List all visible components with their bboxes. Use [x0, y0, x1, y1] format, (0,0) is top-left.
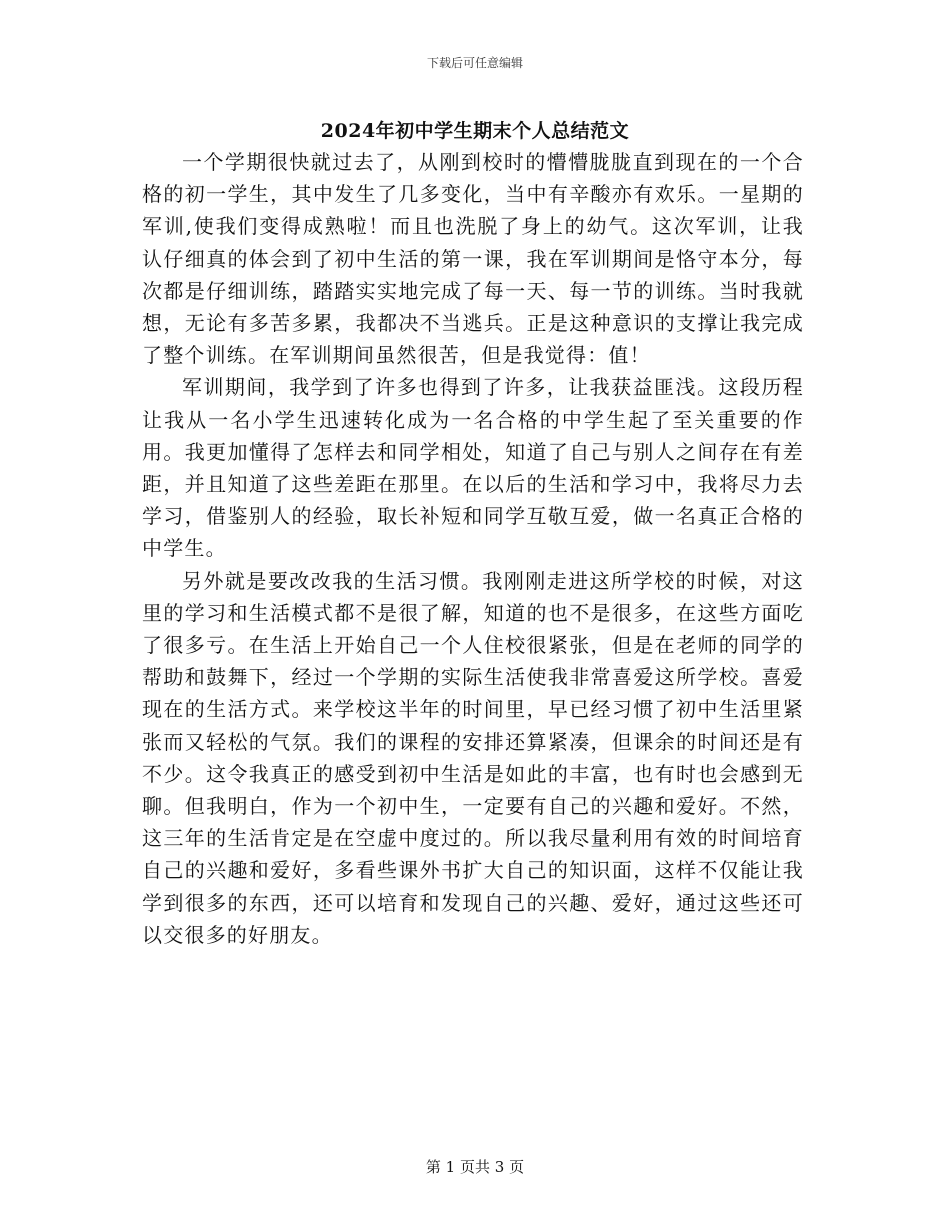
document-body: [142, 146, 804, 951]
paragraph-1: 一个学期很快就过去了，从刚到校时的懵懵胧胧直到现在的一个合格的初一学生，其中发生了几多变化，当中有辛酸亦有欢乐。一星期的军训,使我们变得成熟啦！而且也洗脱了身上的幼气。这次军训，让我认仔细真的体会到了初中生活的第一课，我在军训期间是恪守本分，每次都是仔细训练，踏踏实实地完成了每一天、每一节的训练。当时我就想，无论有多苦多累，我都决不当逃兵。正是这种意识的支撑让我完成了整个训练。在军训期间虽然很苦，但是我觉得：值！: [142, 150, 804, 368]
page-number: 第 1 页共 3 页: [425, 1158, 525, 1176]
paragraph-3: 另外就是要改改我的生活习惯。我刚刚走进这所学校的时候，对这里的学习和生活模式都不是很了解，知道的也不是很多，在这些方面吃了很多亏。在生活上开始自己一个人住校很紧张，但是在老师的同学的帮助和鼓舞下，经过一个学期的实际生活使我非常喜爱这所学校。喜爱现在的生活方式。来学校这半年的时间里，早已经习惯了初中生活里紧张而又轻松的气氛。我们的课程的安排还算紧凑，但课余的时间还是有不少。这令我真正的感受到初中生活是如此的丰富，也有时也会感到无聊。但我明白，作为一个初中生，一定要有自己的兴趣和爱好。不然，这三年的生活肯定是在空虚中度过的。所以我尽量利用有效的时间培育自己的兴趣和爱好，多看些课外书扩大自己的知识面，这样不仅能让我学到很多的东西，还可以培育和发现自己的兴趣、爱好，通过这些还可以交很多的好朋友。: [142, 568, 804, 947]
document-title: 2024年初中学生期末个人总结范文: [320, 120, 630, 142]
header-note: 下载后可任意编辑: [426, 56, 523, 70]
paragraph-2: 军训期间，我学到了许多也得到了许多，让我获益匪浅。这段历程让我从一名小学生迅速转化成为一名合格的中学生起了至关重要的作用。我更加懂得了怎样去和同学相处，知道了自己与别人之间存在有差距，并且知道了这些差距在那里。在以后的生活和学习中，我将尽力去学习，借鉴别人的经验，取长补短和同学互敬互爱，做一名真正合格的中学生。: [142, 375, 804, 561]
